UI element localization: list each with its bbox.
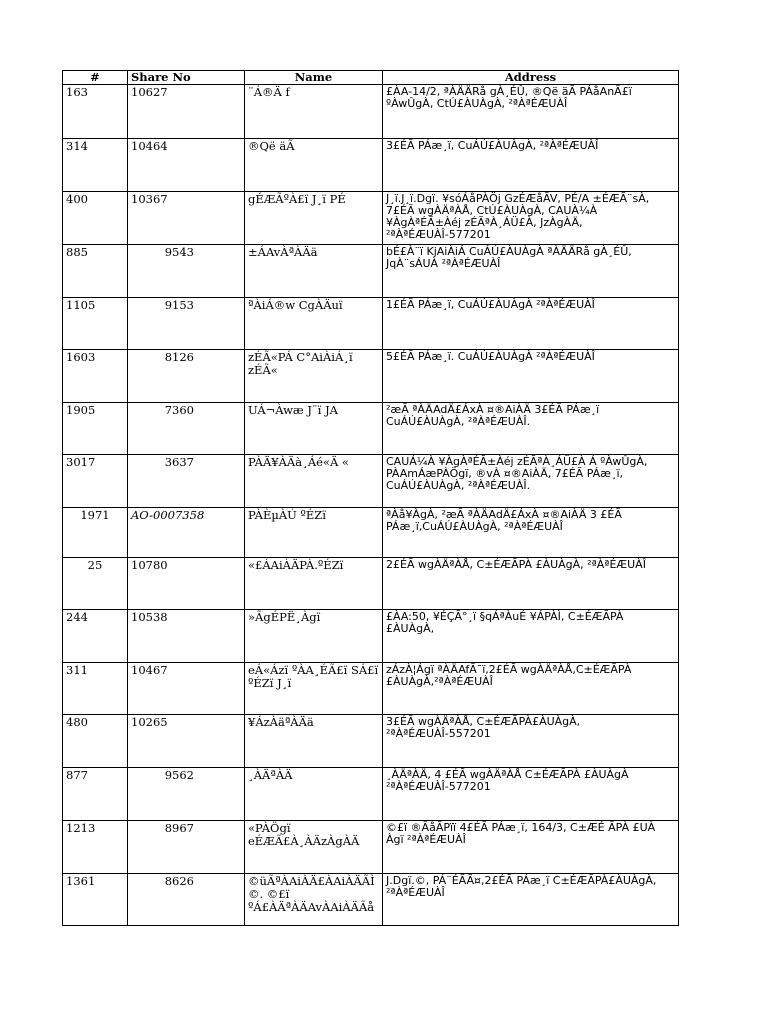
row-address: £ÀA-14/2, ªÀÄÄRå gÀ¸ÉÛ, ®Që äÃ PÁåAnÃ£ï ºÀwÛgÀ, CtÚ£ÀUÀgÀ, ²ªÀªÉÆUÀÎ <box>383 85 679 139</box>
table-row <box>63 245 679 298</box>
header-row <box>63 71 679 85</box>
table-row <box>63 85 679 139</box>
row-name: ©üÃªÀAiÀÄ£ÀAiÀÄÃÌ ©. ©£ï ºÁ£ÀÄªÀÄAvÀAiÀÄÃå <box>245 874 383 926</box>
row-num: 163 <box>63 85 128 139</box>
row-num: 311 <box>63 663 128 715</box>
row-name: ±ÁAvÀªÀÄä <box>245 245 383 298</box>
row-address: ²æÃ ªÀÄAdÄ£ÁxÀ ¤®AiÀÄ 3£ÉÃ PÁæ¸ï CuÁÚ£ÀUÀgÀ, ²ªÀªÉÆUÀÎ. <box>383 403 679 455</box>
row-num: 1213 <box>63 821 128 874</box>
row-share-no: 8626 <box>128 874 245 926</box>
row-address: 3£ÉÃ wgÀÄªÀÅ, C±ÉÆÃPÀ£ÀUÀgÀ, ²ªÀªÉÆUÀÎ-557201 <box>383 715 679 768</box>
row-num: 25 <box>63 558 128 610</box>
row-num: 1905 <box>63 403 128 455</box>
row-share-no: 9543 <box>128 245 245 298</box>
row-num: 244 <box>63 610 128 663</box>
row-share-no: 10467 <box>128 663 245 715</box>
header-share-no: Share No <box>128 71 245 85</box>
row-share-no: 10627 <box>128 85 245 139</box>
row-share-no: 8967 <box>128 821 245 874</box>
table-row <box>63 715 679 768</box>
table-row <box>63 821 679 874</box>
row-share-no: 10464 <box>128 139 245 192</box>
table-row <box>63 350 679 403</box>
row-num: 1603 <box>63 350 128 403</box>
row-num: 1105 <box>63 298 128 350</box>
row-address: CAUÁ¼À ¥ÀgÀªÉÃ±Àéj zÉÃªÀ¸ÁÜ£À Á ºÀwÛgÀ, PÀAmÁæPÀÖgï, ®vÀ ¤®AiÀÄ, 7£ÉÃ PÁæ¸ï, CuÁÚ£ÀUÀgÀ, ²ªÀªÉÆUÀÎ. <box>383 455 679 508</box>
table-row <box>63 403 679 455</box>
row-address: 1£ÉÃ PÁæ¸ï, CuÁÚ£ÀUÀgÀ ²ªÀªÉÆUÀÎ <box>383 298 679 350</box>
row-name: ¥ÁzÀäªÀÄä <box>245 715 383 768</box>
row-name: gÉÆÃºÀ£ï J¸ï PÉ <box>245 192 383 245</box>
row-share-no: 9562 <box>128 768 245 821</box>
row-num: 1971 <box>63 508 128 558</box>
row-address: 2£ÉÃ wgÀÄªÀÅ, C±ÉÆÃPÀ £ÀUÀgÀ, ²ªÀªÉÆUÀÎ <box>383 558 679 610</box>
header-name: Name <box>245 71 383 85</box>
row-num: 3017 <box>63 455 128 508</box>
table-row <box>63 508 679 558</box>
table-row <box>63 874 679 926</box>
row-name: «£ÁAiÀÄPÀ.ºÉZï <box>245 558 383 610</box>
row-name: ªÀiÁ®w CgÀÄuï <box>245 298 383 350</box>
row-share-no: 9153 <box>128 298 245 350</box>
row-address: £ÀA:50, ¥ÉÇÃ°¸ï §qÁªÀuÉ ¥ÁPÀÌ, C±ÉÆÃPÀ £ÀUÀgÀ, <box>383 610 679 663</box>
row-share-no: AO-0007358 <box>128 508 245 558</box>
share-register-table <box>62 70 679 926</box>
row-address: ¸ÀÄªÀÄ, 4 £ÉÃ wgÀÄªÀÅ C±ÉÆÃPÀ £ÀUÀgÀ ²ªÀªÉÆUÀÎ-577201 <box>383 768 679 821</box>
row-share-no: 10367 <box>128 192 245 245</box>
row-address: 5£ÉÃ PÁæ¸ï. CuÁÚ£ÀUÀgÀ ²ªÀªÉÆUÀÎ <box>383 350 679 403</box>
row-num: 480 <box>63 715 128 768</box>
row-num: 400 <box>63 192 128 245</box>
table-row <box>63 192 679 245</box>
row-name: ¸ÀÄªÀÄ <box>245 768 383 821</box>
row-address: bÉ£À¨ï KjAiÀiÁ CuÁÚ£ÀUÀgÀ ªÀÄÄRå gÀ¸ÉÛ, JqÀ¨sÁUÀ ²ªÀªÉÆUÀÎ <box>383 245 679 298</box>
row-share-no: 10780 <box>128 558 245 610</box>
row-num: 885 <box>63 245 128 298</box>
row-name: zÉÃ«PÁ C°AiÀiÁ¸ï zÉÃ« <box>245 350 383 403</box>
header-num: # <box>63 71 128 85</box>
row-name: eÁ«Ázï ºÀA¸ÉÃ£ï SÁ£ï ºÉZï J¸ï <box>245 663 383 715</box>
row-address: ©£ï ®ÃåÃPïï 4£ÉÃ PÁæ¸ï, 164/3, C±ÆÉ ÃPÀ £UÀ Àgï ²ªÀªÉÆUÀÎ <box>383 821 679 874</box>
row-name: ®Që äÃ <box>245 139 383 192</box>
row-num: 314 <box>63 139 128 192</box>
row-address: ªÀå¥ÀgÀ, ²æÃ ªÀÄAdÄ£ÁxÀ ¤®AiÀÄ 3 £ÉÃ PÁæ¸ï,CuÁÚ£ÀUÀgÀ, ²ªÀªÉÆUÀÎ <box>383 508 679 558</box>
row-address: J¸ï.J¸ï.Dgï. ¥sóÁåPÀÖj GzÉÆåÃV, PÉ/A ±ÉÆÃ¨sÀ, 7£ÉÃ wgÀÄªÀÅ, CtÚ£ÀUÀgÀ, CAUÀ¼À ¥ÀgÀªÉÃ±Àéj zÉÃªÀ¸ÁÜ£À, JzÀgÀÄ, ²ªÀªÉÆUÀÎ-577201 <box>383 192 679 245</box>
row-name: PÀÄ¥ÀÄà¸Áé«Ä « <box>245 455 383 508</box>
row-share-no: 10265 <box>128 715 245 768</box>
table-row <box>63 768 679 821</box>
row-num: 1361 <box>63 874 128 926</box>
row-name: »ÃgÉPË¸Àgï <box>245 610 383 663</box>
table-row <box>63 139 679 192</box>
row-name: UÁ¬Àwæ J¨ï JA <box>245 403 383 455</box>
row-address: zÁzÀ¦Ágï ªÀÄAfÃ¯ï,2£ÉÃ wgÀÄªÀÅ,C±ÉÆÃPÀ £ÀUÀgÀ,²ªÀªÉÆUÀÎ <box>383 663 679 715</box>
row-address: J.Dgï.©, PÁ¨ÉÃÃ¤,2£ÉÃ PÁæ¸ï C±ÉÆÃPÀ£ÀUÀgÀ, ²ªÀªÉÆUÀÎ <box>383 874 679 926</box>
row-share-no: 3637 <box>128 455 245 508</box>
table-row <box>63 298 679 350</box>
row-share-no: 10538 <box>128 610 245 663</box>
row-share-no: 8126 <box>128 350 245 403</box>
table-row <box>63 663 679 715</box>
row-share-no: 7360 <box>128 403 245 455</box>
row-name: ¨Á®Ä f <box>245 85 383 139</box>
table-row <box>63 558 679 610</box>
table-row <box>63 610 679 663</box>
row-address: 3£ÉÃ PÁæ¸ï, CuÁÚ£ÀUÀgÀ, ²ªÀªÉÆUÀÎ <box>383 139 679 192</box>
row-num: 877 <box>63 768 128 821</box>
row-name: «PÀÖgï eÉÆÃ£À¸ÀÄzÀgÀÄ <box>245 821 383 874</box>
table-row <box>63 455 679 508</box>
header-address: Address <box>383 71 679 85</box>
row-name: PÀÈµÀÚ ºÉZï <box>245 508 383 558</box>
